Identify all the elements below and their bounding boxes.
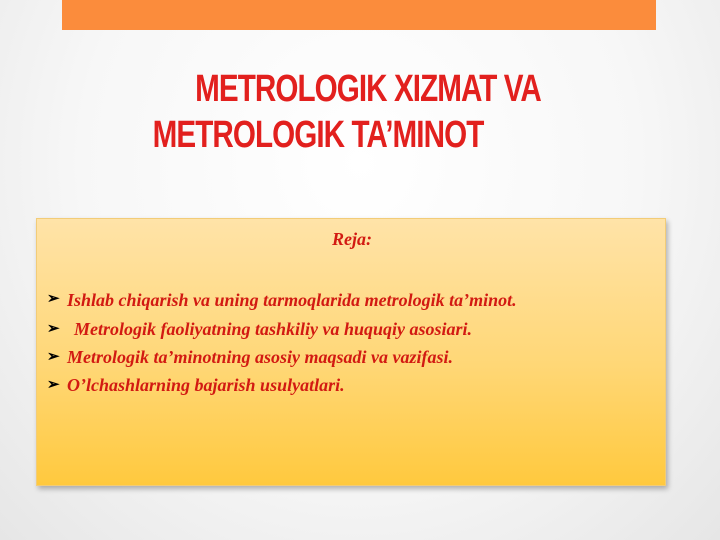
list-item-text: Metrologik ta’minotning asosiy maqsadi va vazifasi. bbox=[67, 347, 454, 367]
list-item-text: Metrologik faoliyatning tashkiliy va huquqiy asosiari. bbox=[74, 319, 473, 339]
title-line-2: METROLOGIK TA’MINOT bbox=[152, 114, 484, 156]
title-line-1: METROLOGIK XIZMAT VA bbox=[195, 68, 541, 110]
list-item bbox=[47, 371, 657, 399]
slide-title bbox=[0, 66, 720, 158]
accent-bar bbox=[62, 0, 656, 30]
arrow-bullet-icon: ➢ bbox=[47, 349, 60, 365]
plan-box bbox=[36, 218, 666, 486]
list-item bbox=[47, 285, 657, 315]
list-item-text: O’lchashlarning bajarish usulyatlari. bbox=[67, 375, 345, 395]
plan-list bbox=[47, 285, 657, 399]
list-item bbox=[47, 343, 657, 371]
plan-heading: Reja: bbox=[332, 229, 372, 249]
arrow-bullet-icon: ➢ bbox=[47, 291, 60, 307]
arrow-bullet-icon: ➢ bbox=[47, 377, 60, 393]
list-item bbox=[47, 315, 657, 343]
arrow-bullet-icon: ➢ bbox=[47, 321, 60, 337]
list-item-text: Ishlab chiqarish va uning tarmoqlarida metrologik ta’minot. bbox=[67, 290, 517, 310]
